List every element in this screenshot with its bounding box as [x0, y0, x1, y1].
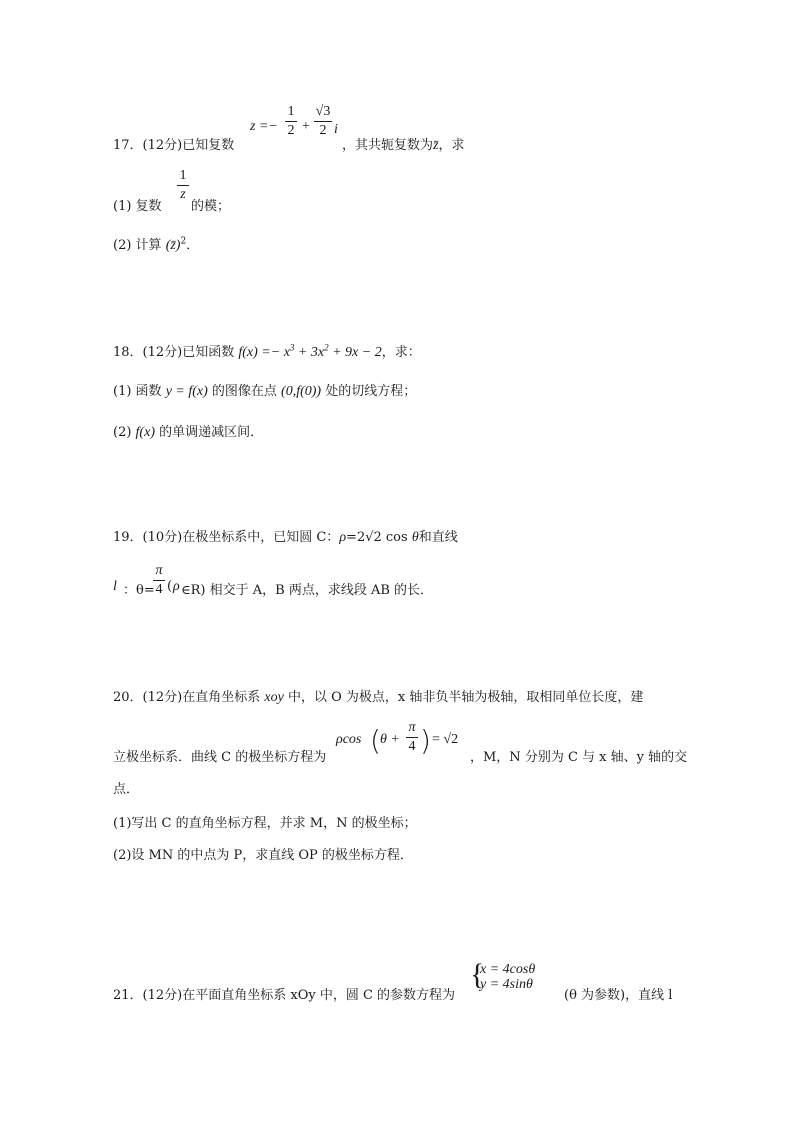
q20-line2a: 立极坐标系．曲线 C 的极坐标方程为	[113, 750, 327, 765]
q17-sub2: (2) 计算 (z̄)$^2$．	[113, 236, 200, 253]
q20-polar-formula: ρcos ( θ + π 4 ) = √2	[336, 720, 459, 757]
q17-stem: 17．(12分)已知复数	[113, 138, 235, 153]
q19-line1: 19．(10分)在极坐标系中，已知圆 C：ρ=2√2 cos θ和直线	[113, 530, 458, 545]
q20-sub1: (1)写出 C 的直角坐标方程，并求 M，N 的极坐标；	[113, 816, 417, 831]
q21-stem: 21．(12分)在平面直角坐标系 xOy 中，圆 C 的参数方程为	[113, 988, 456, 1003]
q18-stem: 18．(12分)已知函数 $f(x) =- x^3 + 3x^2 + 9x - 2$，求：	[113, 342, 421, 360]
q17-conjugate-text: ，其共轭复数为z̄，求	[342, 138, 465, 153]
q21-tail: (θ 为参数)，直线 l	[564, 988, 673, 1003]
q18-sub2: (2) f(x) 的单调递减区间．	[113, 425, 264, 440]
q20-line2b: ，M，N 分别为 C 与 x 轴、y 轴的交	[470, 750, 688, 765]
q18-sub1: (1) 函数 y = f(x) 的图像在点 (0,f(0)) 处的切线方程；	[113, 384, 417, 399]
q20-line3: 点．	[113, 782, 140, 797]
q20-sub2: (2)设 MN 的中点为 P，求直线 OP 的极坐标方程．	[113, 848, 413, 863]
q19-line2: l ：θ= π 4 ( ρ ∈R) 相交于 A，B 两点，求线段 AB 的长．	[113, 563, 434, 598]
q21-param-system: { x = 4cosθ y = 4sinθ	[470, 958, 536, 992]
q17-z-formula: z =− 1 2 + √3 2 i	[250, 104, 338, 138]
q17-sub1: 1 z (1) 复数 的模；	[113, 168, 231, 214]
q20-line1: 20．(12分)在直角坐标系 xoy 中，以 O 为极点，x 轴非负半轴为极轴，取相同单位长度，建	[113, 690, 644, 705]
